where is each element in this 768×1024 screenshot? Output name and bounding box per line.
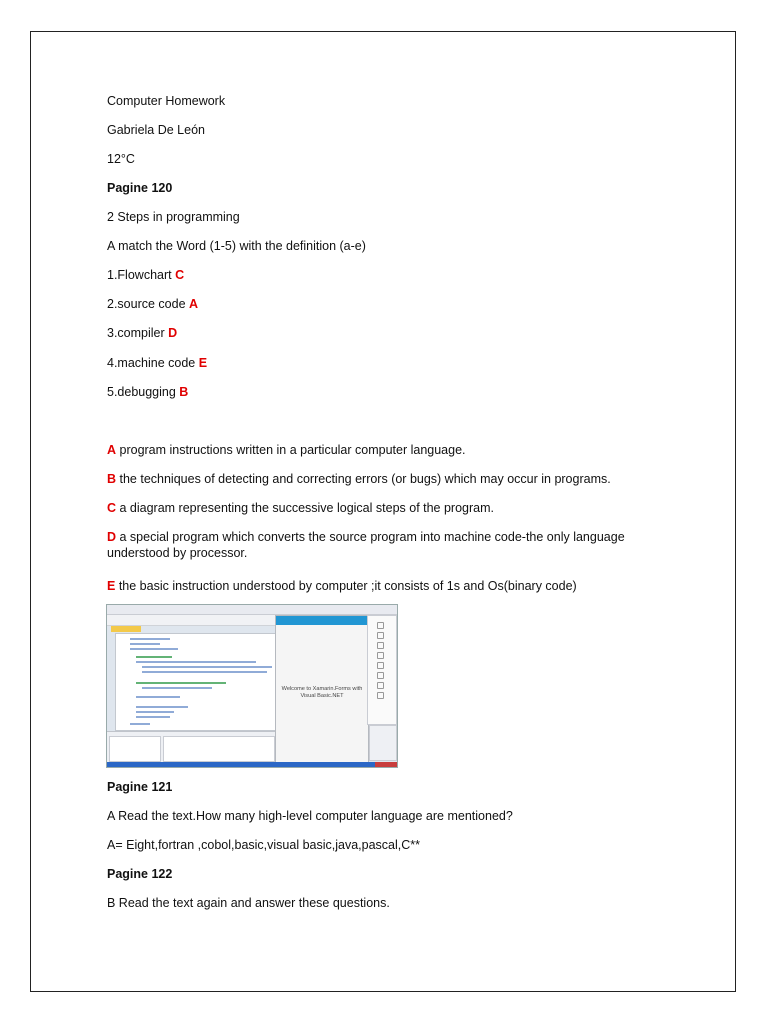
definition-text: a special program which converts the source program into machine code-the only language understood by processor. <box>107 530 625 560</box>
ide-status-bar <box>107 762 397 767</box>
code-line <box>130 638 170 640</box>
ide-menubar <box>107 605 397 615</box>
zoom-icon <box>377 662 384 669</box>
definition-letter: B <box>107 472 117 486</box>
code-editor <box>115 633 279 731</box>
code-line <box>136 661 256 663</box>
volume-icon <box>377 632 384 639</box>
match-term: 1.Flowchart <box>107 268 176 282</box>
match-answer: B <box>179 385 189 399</box>
match-item <box>107 384 188 400</box>
output-panel <box>163 736 275 762</box>
phone-status-bar <box>276 616 368 625</box>
definition-text: program instructions written in a particular computer language. <box>116 443 466 457</box>
phone-emulator <box>275 615 369 767</box>
code-line <box>136 656 172 658</box>
definition-letter: A <box>107 443 117 457</box>
status-error-badge <box>375 762 397 767</box>
section-heading: 2 Steps in programming <box>107 210 240 224</box>
doc-title: Computer Homework <box>107 94 226 108</box>
definition-item <box>107 442 466 458</box>
properties-panel <box>369 725 397 761</box>
instruction-text: A match the Word (1-5) with the definition (a-e) <box>107 239 366 253</box>
page-heading-121: Pagine 121 <box>107 780 173 794</box>
camera-icon <box>377 652 384 659</box>
ide-active-tab <box>111 626 141 632</box>
definition-item <box>107 578 577 594</box>
definition-letter: C <box>107 501 117 515</box>
match-term: 4.machine code <box>107 356 199 370</box>
match-answer: C <box>175 268 185 282</box>
code-line <box>142 687 212 689</box>
welcome-message: Welcome to Xamarin.Forms with Visual Basic.NET <box>281 686 363 699</box>
power-icon <box>377 622 384 629</box>
page-heading-122: Pagine 122 <box>107 867 173 881</box>
output-panels <box>107 731 275 762</box>
definition-letter: E <box>107 579 116 593</box>
question-121: A Read the text.How many high-level computer language are mentioned? <box>107 809 513 823</box>
page-heading-120: Pagine 120 <box>107 181 173 195</box>
definition-item <box>107 471 611 487</box>
error-list-panel <box>109 736 161 762</box>
match-answer: D <box>168 326 178 340</box>
code-line <box>136 711 174 713</box>
grade-label: 12°C <box>107 152 135 166</box>
code-line <box>130 643 160 645</box>
rotate-icon <box>377 642 384 649</box>
match-term: 3.compiler <box>107 326 169 340</box>
author-name: Gabriela De León <box>107 123 205 137</box>
definition-letter: D <box>107 530 117 544</box>
definition-text: a diagram representing the successive logical steps of the program. <box>116 501 495 515</box>
ide-toolbar <box>107 615 275 626</box>
question-122: B Read the text again and answer these questions. <box>107 896 390 910</box>
home-icon <box>377 682 384 689</box>
overview-icon <box>377 692 384 699</box>
definition-item <box>107 529 647 561</box>
code-line <box>136 682 226 684</box>
answer-121: A= Eight,fortran ,cobol,basic,visual basic,java,pascal,C** <box>107 838 421 852</box>
code-line <box>136 696 180 698</box>
code-line <box>130 648 178 650</box>
match-item <box>107 267 184 283</box>
code-line <box>142 666 272 668</box>
definition-text: the techniques of detecting and correcting errors (or bugs) which may occur in programs. <box>116 472 611 486</box>
match-term: 2.source code <box>107 297 189 311</box>
back-icon <box>377 672 384 679</box>
match-item <box>107 325 177 341</box>
definition-item <box>107 500 494 516</box>
match-answer: E <box>198 356 208 370</box>
code-line <box>136 716 170 718</box>
ide-screenshot-image <box>106 604 398 768</box>
code-line <box>136 706 188 708</box>
match-answer: A <box>189 297 199 311</box>
match-term: 5.debugging <box>107 385 180 399</box>
match-item <box>107 296 198 312</box>
code-line <box>142 671 267 673</box>
definition-text: the basic instruction understood by computer ;it consists of 1s and Os(binary code) <box>115 579 577 593</box>
match-item <box>107 355 207 371</box>
emulator-toolbar <box>367 615 397 725</box>
code-line <box>130 723 150 725</box>
